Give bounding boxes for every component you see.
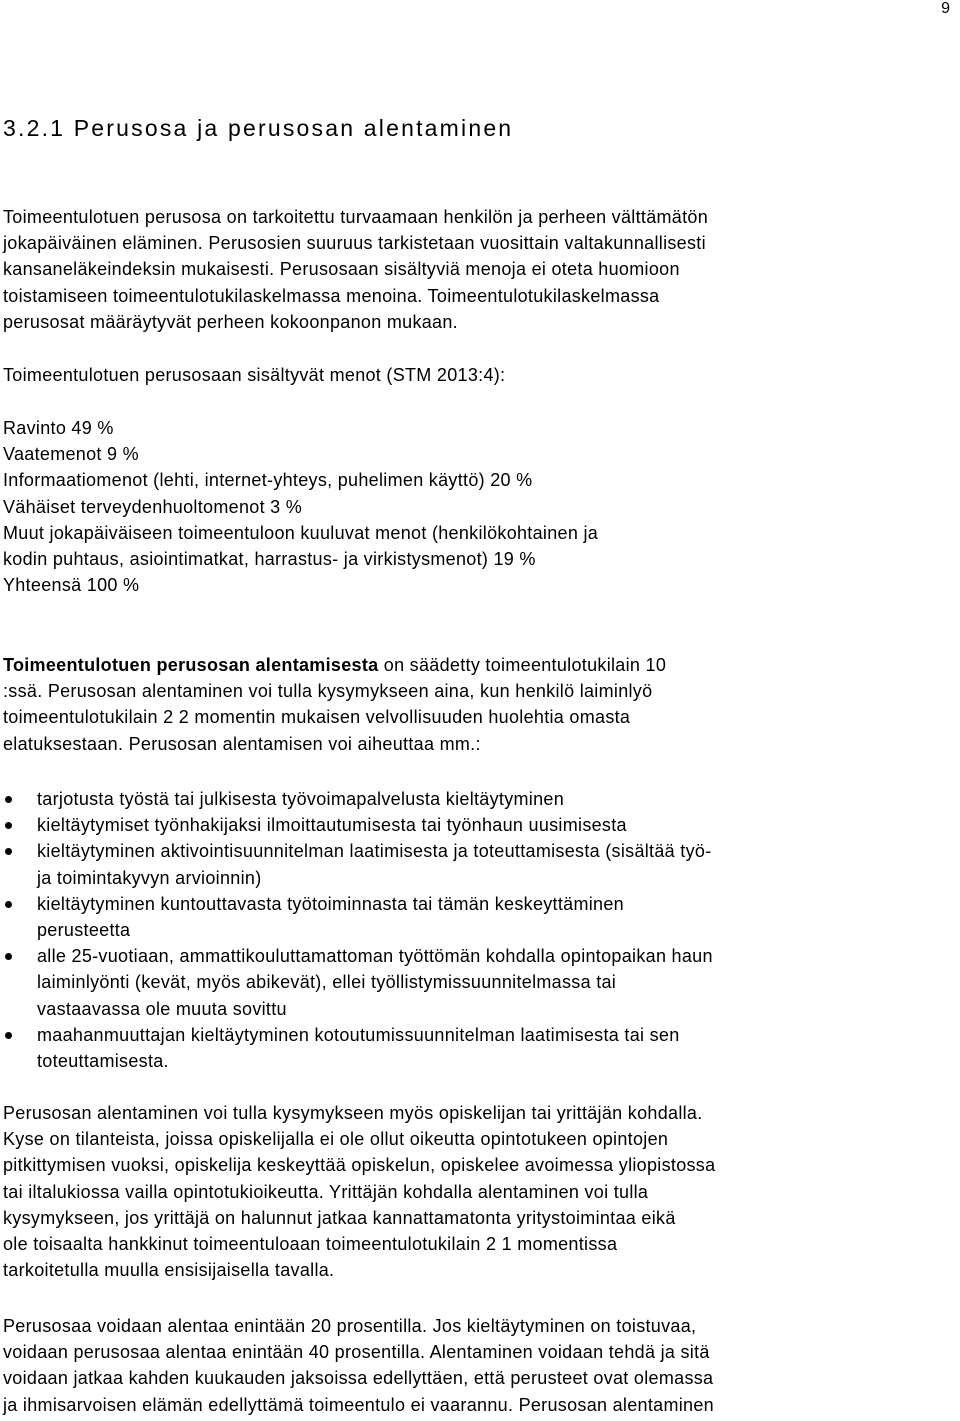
text-fragment: on säädetty toimeentulotukilain 10 <box>378 655 667 675</box>
section-heading: 3.2.1 Perusosa ja perusosan alentaminen <box>3 115 514 141</box>
text-line: maahanmuuttajan kieltäytyminen kotoutumissuunnitelman laatimisesta tai sen <box>37 1024 680 1045</box>
bullet-icon <box>5 796 12 803</box>
expense-total: Yhteensä 100 % <box>3 575 140 596</box>
bullet-icon <box>5 822 12 829</box>
text-line: kansaneläkeindeksin mukaisesti. Perusosaan sisältyviä menoja ei oteta huomioon <box>3 259 680 280</box>
list-item <box>3 838 952 890</box>
text-line: Toimeentulotuen perusosa on tarkoitettu turvaamaan henkilön ja perheen välttämätön <box>3 207 709 227</box>
list-item <box>3 891 952 943</box>
text-line: ja toimintakyvyn arvioinnin) <box>37 867 262 888</box>
text-line: laiminlyönti (kevät, myös abikevät), ellei työllistymissuunnitelmassa tai <box>37 972 617 993</box>
text-line: toimeentulotukilain 2 2 momentin mukaisen velvollisuuden huolehtia omasta <box>3 707 631 728</box>
text-line: vastaavassa ole muuta sovittu <box>37 998 287 1019</box>
text-line: alle 25-vuotiaan, ammattikouluttamattoman työttömän kohdalla opintopaikan haun <box>37 946 713 967</box>
text-line: Toimeentulotuen perusosaan sisältyvät menot (STM 2013:4): <box>3 365 506 385</box>
text-line: kieltäytymiset työnhakijaksi ilmoittautumisesta tai työnhaun uusimisesta <box>37 815 627 836</box>
bullet-icon <box>5 848 12 855</box>
text-line: pitkittymisen vuoksi, opiskelija keskeyttää opiskelun, opiskelee avoimessa yliopistossa <box>3 1155 716 1176</box>
page-number: 9 <box>941 0 950 17</box>
text-line: perusteetta <box>37 920 131 941</box>
text-line: Perusosaa voidaan alentaa enintään 20 prosentilla. Jos kieltäytyminen on toistuvaa, <box>3 1316 697 1336</box>
reduction-paragraph <box>3 652 952 757</box>
expense-item: Vähäiset terveydenhuoltomenot 3 % <box>3 496 303 517</box>
reason-list <box>3 786 952 1074</box>
text-line: tai iltalukiossa vailla opintotukioikeutta. Yrittäjän kohdalla alentaminen voi tulla <box>3 1181 649 1202</box>
expense-item: Muut jokapäiväiseen toimeentuloon kuuluvat menot (henkilökohtainen ja <box>3 522 599 543</box>
expense-item: kodin puhtaus, asiointimatkat, harrastus- ja virkistysmenot) 19 % <box>3 549 536 570</box>
text-line: elatuksestaan. Perusosan alentamisen voi aiheuttaa mm.: <box>3 733 481 754</box>
bullet-icon <box>5 901 12 908</box>
text-line: voidaan jatkaa kahden kuukauden jaksoissa edellyttäen, että perusteet ovat olemassa <box>3 1368 714 1389</box>
text-line: toistamiseen toimeentulotukilaskelmassa menoina. Toimeentulotukilaskelmassa <box>3 285 660 306</box>
text-line: toteuttamisesta. <box>37 1051 169 1072</box>
text-line: ole toisaalta hankkinut toimeentuloaan toimeentulotukilain 2 1 momentissa <box>3 1234 618 1255</box>
text-line: tarkoitetulla muulla ensisijaisella tavalla. <box>3 1260 335 1281</box>
text-line: Perusosan alentaminen voi tulla kysymykseen myös opiskelijan tai yrittäjän kohdalla. <box>3 1103 703 1123</box>
text-line: voidaan perusosaa alentaa enintään 40 prosentilla. Alentaminen voidaan tehdä ja sitä <box>3 1342 710 1363</box>
expense-item: Informaatiomenot (lehti, internet-yhteys, puhelimen käyttö) 20 % <box>3 470 533 491</box>
text-line: :ssä. Perusosan alentaminen voi tulla kysymykseen aina, kun henkilö laiminlyö <box>3 681 653 702</box>
text-line: tarjotusta työstä tai julkisesta työvoimapalvelusta kieltäytyminen <box>37 789 565 809</box>
text-line: jokapäiväinen eläminen. Perusosien suuruus tarkistetaan vuosittain valtakunnallisesti <box>3 233 706 254</box>
bullet-icon <box>5 953 12 960</box>
text-line: kieltäytyminen kuntouttavasta työtoiminnasta tai tämän keskeyttäminen <box>37 893 624 914</box>
bullet-icon <box>5 1032 12 1039</box>
list-item <box>3 786 952 812</box>
percent-paragraph <box>3 1313 952 1418</box>
text-line <box>3 652 952 678</box>
bold-lead: Toimeentulotuen perusosan alentamisesta <box>3 655 379 675</box>
expense-item: Vaatemenot 9 % <box>3 444 139 465</box>
text-line: kysymykseen, jos yrittäjä on halunnut jatkaa kannattamatonta yritystoimintaa eikä <box>3 1207 676 1228</box>
text-line: Kyse on tilanteista, joissa opiskelijalla ei ole ollut oikeutta opintotukeen opintojen <box>3 1129 669 1150</box>
list-item <box>3 812 952 838</box>
expense-list-intro <box>3 362 952 388</box>
students-paragraph <box>3 1100 952 1283</box>
list-item <box>3 943 952 1022</box>
text-line: perusosat määräytyvät perheen kokoonpanon mukaan. <box>3 311 458 332</box>
expense-item: Ravinto 49 % <box>3 418 114 438</box>
expense-list <box>3 415 952 598</box>
intro-paragraph <box>3 204 952 335</box>
list-item <box>3 1022 952 1074</box>
text-line: ja ihmisarvoisen elämän edellyttämä toimeentulo ei vaarannu. Perusosan alentaminen <box>3 1394 714 1415</box>
text-line: kieltäytyminen aktivointisuunnitelman laatimisesta ja toteuttamisesta (sisältää työ- <box>37 841 712 862</box>
